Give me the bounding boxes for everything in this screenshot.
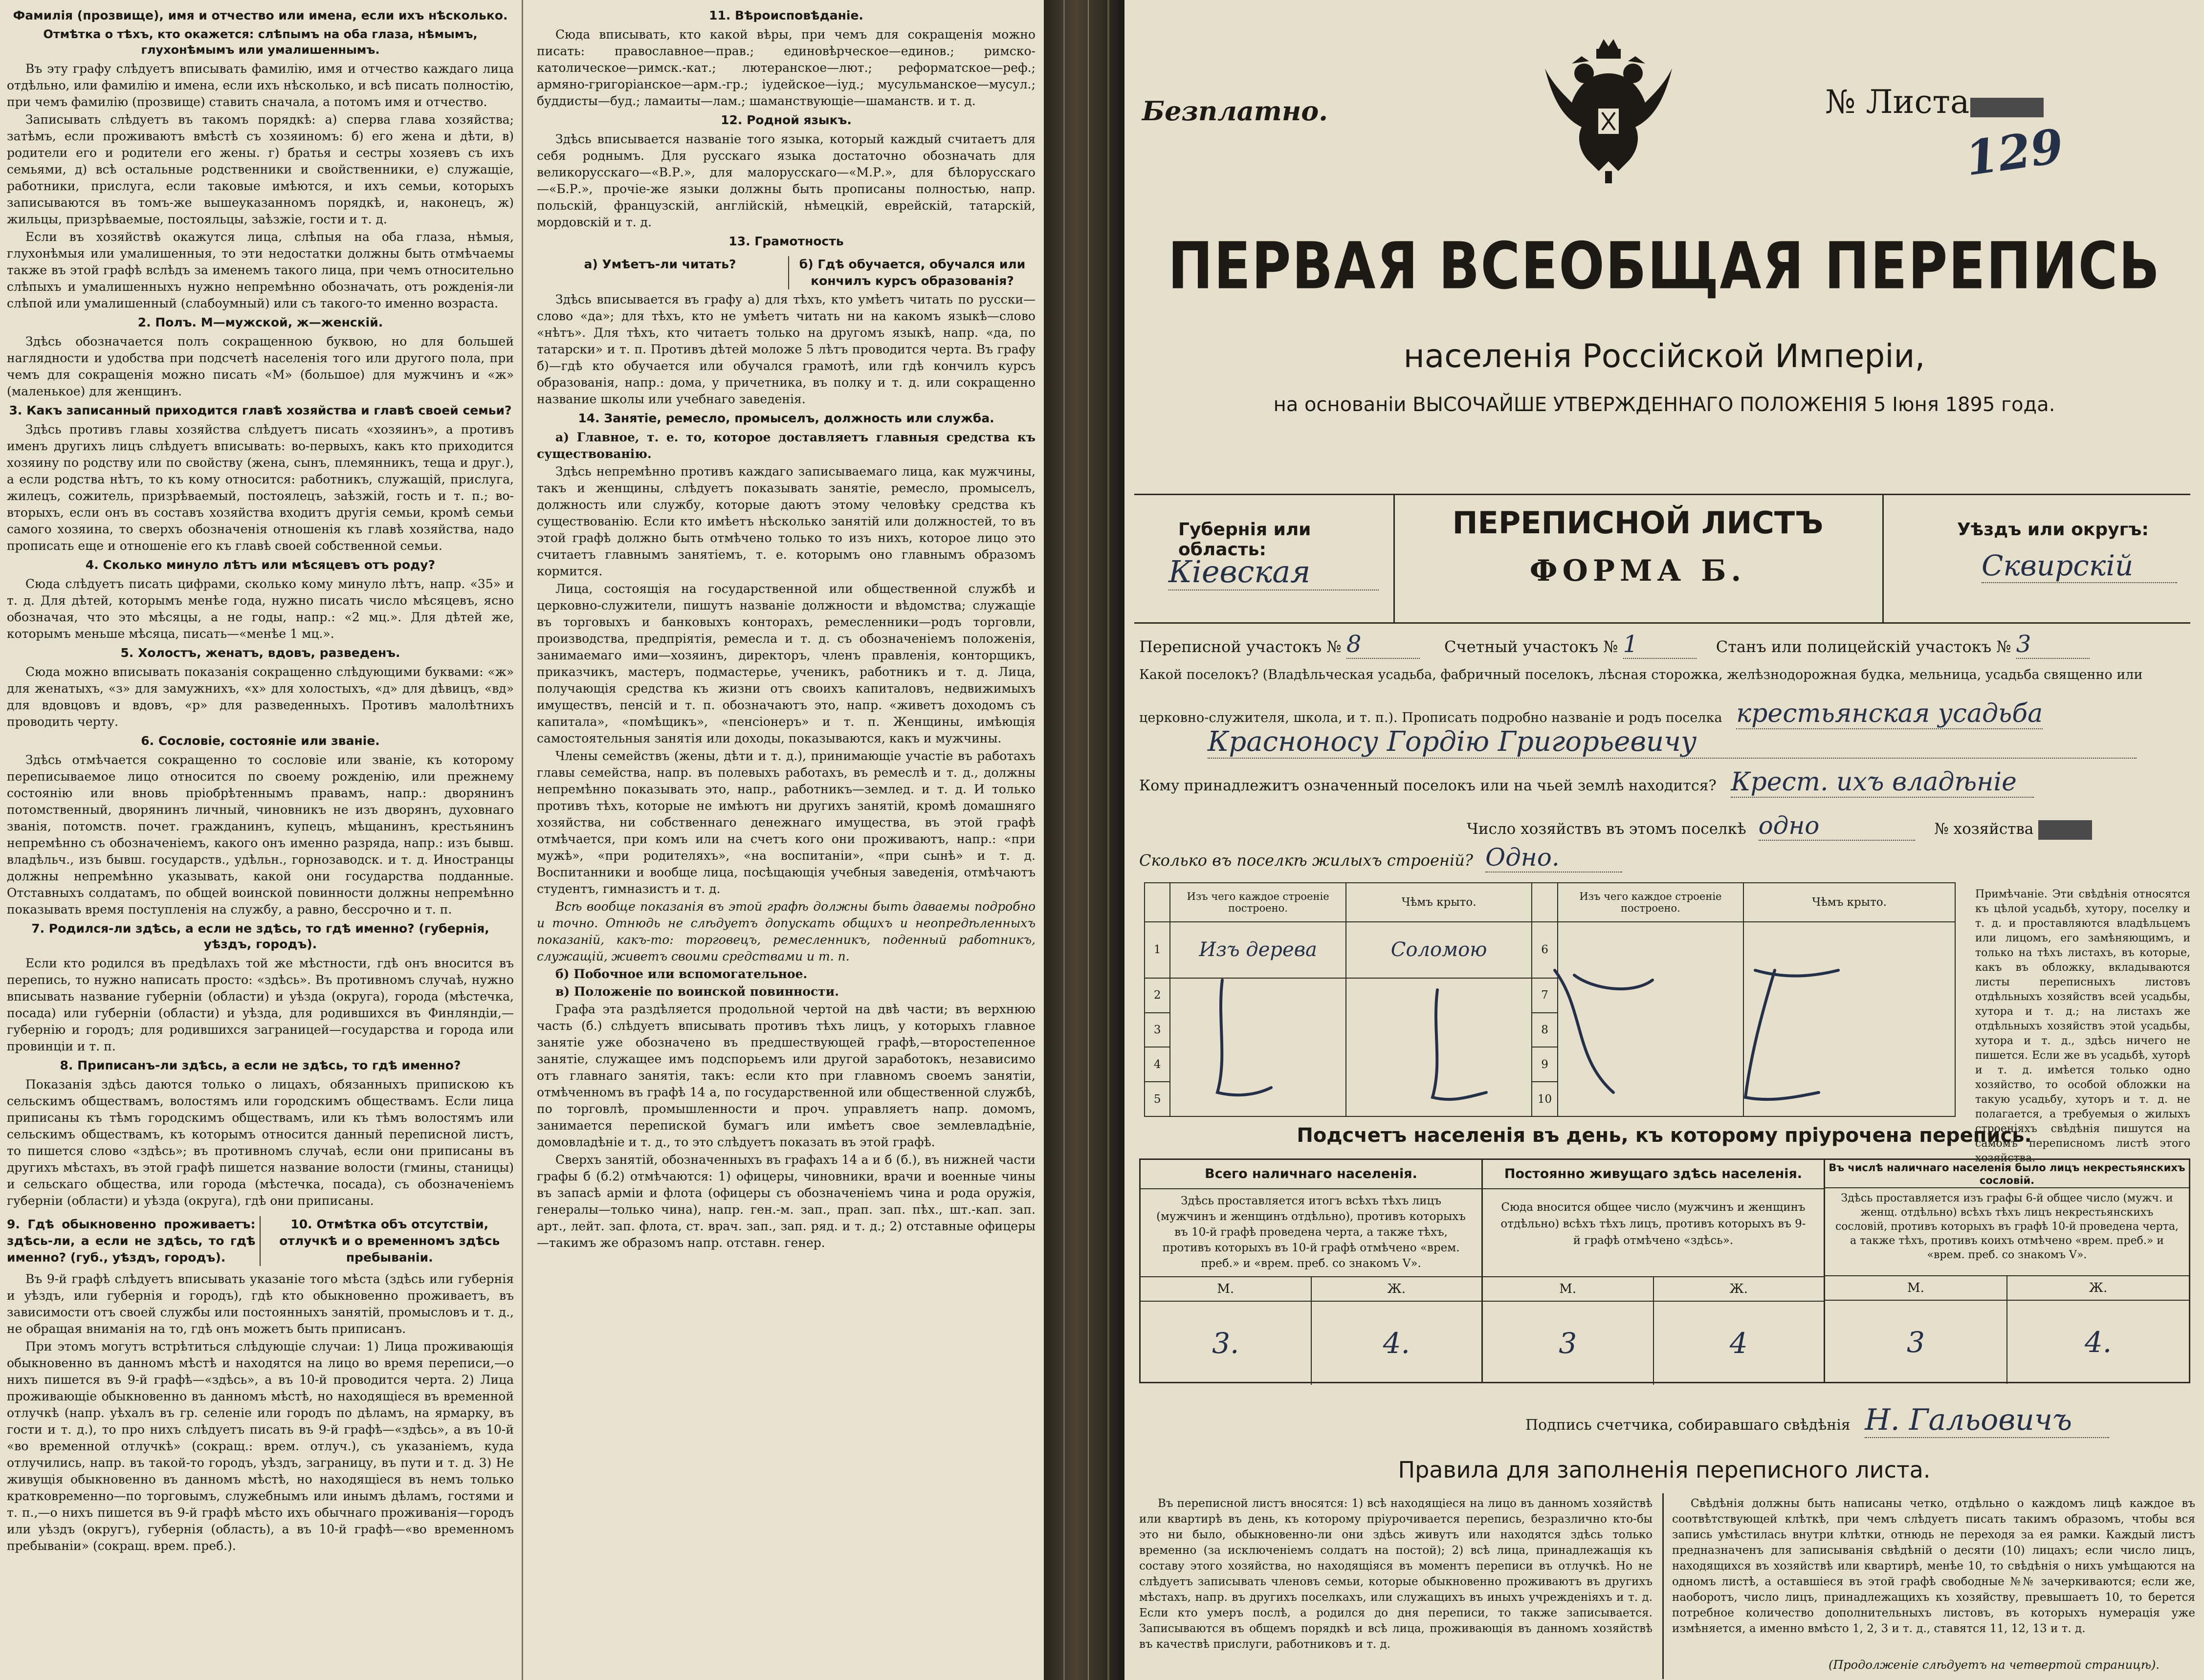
resident-header: Постоянно живущаго здѣсь населенія. <box>1483 1160 1824 1189</box>
section-heading: б) Гдѣ обучается, обучался или кончилъ курсъ образованія? <box>788 256 1036 289</box>
cross-out-strokes <box>1144 960 1956 1117</box>
instruction-paragraph: Записывать слѣдуетъ въ такомъ порядкѣ: а) сперва глава хозяйства; затѣмъ, если проживаютъ вмѣстѣ съ хозяиномъ: б) его жена и дѣти, в) родители его и родители его жены. г) братья и сестры хозяевъ съ ихъ семьями, д) всѣ остальные родственники и свойственники, е) служащіе, работники, прислуга, если таковые имѣются, и ихъ семьи, которыхъ записываются въ томъ-же вышеуказанномъ порядкѣ, и, наконецъ, ж) жильцы, призрѣваемые, постояльцы, заѣзжіе, гости и т. д. <box>7 112 514 226</box>
material-header: Изъ чего каждое строеніе построено. <box>1170 883 1346 922</box>
stan-value: 3 <box>2016 631 2090 659</box>
nonpeasant-header: Въ числѣ наличнаго населенія было лицъ некрестьянскихъ сословій. <box>1825 1160 2189 1188</box>
household-number-label: № хозяйства <box>1934 820 2034 838</box>
census-form-page <box>1124 0 2204 1680</box>
section-heading: 12. Родной языкъ. <box>721 113 852 127</box>
population-col-nonpeasant <box>1825 1160 2189 1382</box>
section-heading: а) Умѣетъ-ли читать? <box>584 257 736 271</box>
households-row <box>1467 811 2200 841</box>
instruction-paragraph: Въ 9-й графѣ слѣдуетъ вписывать указаніе того мѣста (здѣсь или губернія и уѣздъ, или губернія и городъ), гдѣ кто обыкновенно проживаетъ, въ зависимости отъ своей службы или постоянныхъ занятій, промысловъ и т. д., не обращая вниманія на то, гдѣ онъ можетъ быть приписанъ. <box>7 1272 514 1336</box>
signature-row <box>1525 1403 2109 1438</box>
section-subheading: б) Побочное или вспомогательное. <box>555 967 808 981</box>
gubernia-value: Кіевская <box>1168 554 1379 590</box>
instruction-paragraph: Сверхъ занятій, обозначенныхъ въ графахъ 14 а и б (б.), въ нижней части графы б (б.2) отмѣчаются: 1) офицеры, чиновники, врачи и военные чины въ запасѣ армiи и флота (офицеры съ обозначеніемъ чина и рода оружія, генералы—только чина), напр. ген.-м. зап., прап. зап. пѣх., шт.-кап. зап. арт., лейт. зап. флота, ст. врач. зап., зап. ряд. и т. д.; 2) отставные офицеры—такимъ же образомъ напр. отставн. генер. <box>537 1153 1036 1250</box>
section-subheading: а) Главное, т. е. то, которое доставляетъ главныя средства къ существованію. <box>537 430 1036 461</box>
total-desc: Здѣсь проставляется итогъ всѣхъ тѣхъ лицъ (мужчинъ и женщинъ отдѣльно), противъ которыхъ въ 10-й графѣ проведена черта, а также тѣхъ, противъ которыхъ въ 10-й графѣ отмѣчено «врем. преб.» и «врем. преб. со знакомъ V». <box>1141 1189 1481 1277</box>
section-heading: 8. Приписанъ-ли здѣсь, а если не здѣсь, то гдѣ именно? <box>60 1058 461 1072</box>
instruction-paragraph: Если кто родился въ предѣлахъ той же мѣстности, гдѣ онъ вносится въ перепись, то нужно написать просто: «здѣсь». Въ противномъ случаѣ, нужно вписывать название губерніи (области) и уѣзда (округа), города (мѣстечка, посада) или губерніи (области) и уѣзда, для родившихся въ Финляндіи,—губернію и городъ; для родившихся заграницей—государства и города или провинціи и т. п. <box>7 956 514 1053</box>
dash-stroke <box>1217 980 1271 1095</box>
page-edge-line <box>1088 0 1089 1680</box>
free-label: Безплатно. <box>1142 95 1328 127</box>
section-heading: 9. Гдѣ обыкновенно проживаетъ: здѣсь-ли, а если не здѣсь, то гдѣ именно? (губ., уѣздъ, городъ). <box>7 1216 261 1266</box>
table-row: 3 8 <box>1145 1013 1955 1047</box>
buildings-value: Одно. <box>1485 843 1622 873</box>
poselok-label-2: церковно-служителя, школа, и т. п.). Прописать подробно названіе и родъ поселка <box>1139 710 1722 725</box>
section-heading: 3. Какъ записанный приходится главѣ хозяйства и главѣ своей семьи? <box>9 403 512 417</box>
buildings-label: Сколько въ поселкѣ жилыхъ строеній? <box>1139 851 1473 870</box>
rules-left-column: Въ переписной листъ вносятся: 1) всѣ находящіеся на лицо въ данномъ хозяйствѣ или квартирѣ въ день, къ которому пріурочивается перепись, безразлично кто-бы это ни было, обыкновенно-ли они здѣсь живутъ или находятся здѣсь только временно (за исключеніемъ солдатъ на постой); 2) всѣ лица, принадлежащія къ составу этого хозяйства, но находящіяся въ моментъ переписи въ отлучкѣ. Но не слѣдуетъ записывать членовъ семьи, которые обыкновенно проживаютъ въ другихъ мѣстахъ, напр. въ другихъ поселкахъ, или служащихъ въ иныхъ учрежденіяхъ и т. д. Если кто умеръ послѣ, а родился до дня переписи, то также записывается. Записываются въ общемъ порядкѣ и всѣ лица, проживающія въ данномъ хозяйствѣ въ качествѣ прислуги, работниковъ и т. д. <box>1139 1497 1653 1651</box>
instruction-paragraph: Въ эту графу слѣдуетъ вписывать фамилію, имя и отчество каждаго лица отдѣльно, или фамилію и имена, если ихъ нѣсколько, и всѣ писать полностію, при чемъ фамилію (прозвище) ставить сначала, а потомъ имя и отчество. <box>7 62 514 109</box>
table-header-row <box>1145 883 1955 922</box>
poselok-value: крестьянская усадьба <box>1736 699 2043 728</box>
section-heading: 2. Полъ. М—мужской, ж—женскій. <box>137 315 383 329</box>
nonpeasant-desc: Здѣсь проставляется изъ графы 6-й общее число (мужч. и женщ. отдѣльно) всѣхъ тѣхъ лицъ некрестьянскихъ сословій, противъ которыхъ въ графѣ 10-й проведена черта, а также тѣхъ, противъ коихъ отмѣчено «врем. преб.» и «врем. преб. со знакомъ V». <box>1825 1188 2189 1276</box>
table-row: 5 10 <box>1145 1082 1955 1116</box>
instructions-column-2 <box>529 0 1042 1680</box>
section-subheading: в) Положеніе по воинской повинности. <box>555 984 839 999</box>
schet-label: Счетный участокъ № <box>1444 637 1618 656</box>
instruction-paragraph: Здѣсь отмѣчается сокращенно то сословіе или званіе, къ которому переписываемое лицо относится по своему рожденію, или прежнему состоянію или вновь пріобрѣтеннымъ правамъ, напр.: дворянинъ потомственный, дворянинъ личный, чиновникъ не изъ дворянъ, духовнаго званія, потомств. почет. гражданинъ, купецъ, мѣщанинъ, крестьянинъ непремѣнно съ обозначеніемъ, какого онъ именно разряда, напр.: изъ бывш. владѣльч., изъ бывш. государств., удѣльн., горнозаводск. и т. д. Иностранцы должны непремѣнно указывать, какой они государства подданные. Отставныхъ солдатамъ, по общей воинской повинности должны непремѣнно показывать время поступленія на службу, а равно, бессрочно и т. п. <box>7 753 514 916</box>
sheet-number-handwritten: 129 <box>1962 118 2067 187</box>
section-heading: 13. Грамотность <box>728 234 844 248</box>
sheet-number-label: № Листа <box>1825 83 1970 121</box>
buildings-row <box>1139 843 1775 873</box>
stan-label: Станъ или полицейскій участокъ № <box>1716 637 2011 656</box>
instruction-paragraph: Здѣсь противъ главы хозяйства слѣдуетъ писать «хозяинъ», а противъ именъ другихъ лицъ слѣдуетъ вписывать: во-первыхъ, какъ кто приходится хозяину по родству или по свойству (жена, сынъ, племянникъ, теща и друг.), а если родства нѣтъ, то къ кому относится: работникъ, служащій, прислуга, жилецъ, сожитель, призрѣваемый, постоялецъ, заѣзжій, гость и т. п.; во-вторыхъ, если онъ въ составъ хозяйства входитъ другія семьи, кромѣ семьи самого хозяина, то сверхъ обозначенія отношенія къ главѣ хозяйства, надо прописать еще и отношеніе его къ главѣ своей собственной семьи. <box>7 422 514 553</box>
participant-line <box>1139 631 2190 659</box>
section-heading: 5. Холостъ, женатъ, вдовъ, разведенъ. <box>120 646 400 660</box>
section-heading: 4. Сколько минуло лѣтъ или мѣсяцевъ отъ роду? <box>85 558 436 572</box>
total-male-value: 3. <box>1141 1302 1312 1385</box>
census-subtitle: населенія Россійской Имперіи, <box>1403 337 1925 375</box>
material-header: Изъ чего каждое строеніе построено. <box>1558 883 1744 922</box>
instruction-paragraph: Сюда вписывать, кто какой вѣры, при чемъ для сокращенія можно писать: православное—прав.; единовѣрческое—единов.; римско-католическое—римск.-кат.; лютеранское—лют.; реформатское—реф.; армяно-григоріанское—арм.-гр.; іудейское—іуд.; мусульманское—мусул.; буддисты—буд.; ламаиты—лам.; шаманствующіе—шаманств. и т. д. <box>537 27 1036 108</box>
poselok-owner-value: Красноносу Гордію Григорьевичу <box>1208 726 2137 759</box>
page-edge-line <box>1063 0 1065 1680</box>
left-instructions-page <box>0 0 1044 1680</box>
column-1-subheader: Отмѣтка о тѣхъ, кто окажется: слѣпымъ на оба глаза, нѣмымъ, глухонѣмымъ или умалишеннымъ. <box>43 27 478 57</box>
section-9-10-heading-row <box>7 1212 514 1268</box>
nonpeasant-female-value: 4. <box>2084 1326 2112 1359</box>
gubernia-label: Губернія или область: <box>1178 520 1311 560</box>
table-row: 1 Изъ дерева Соломою 6 <box>1145 922 1955 978</box>
poselok-row <box>1139 699 2190 729</box>
poselok-label: Какой поселокъ? (Владѣльческая усадьба, фабричный поселокъ, лѣсная сторожка, желѣзнодорожная будка, мельница, усадьба священно или <box>1139 667 2143 682</box>
population-col-total <box>1141 1160 1483 1382</box>
instruction-paragraph: Здѣсь вписывается названіе того языка, который каждый считаетъ для себя роднымъ. Для русскаго языка достаточно обозначать для великорусскаго—«В.Р.», для малорусскаго—«М.Р.», для бѣлорусскаго—«Б.Р.», прочіе-же языки должны быть прописаны полностью, напр. польскій, французскій, англійскій, нѣмецкій, еврейскій, татарскій, мордовскій и т. д. <box>537 132 1036 229</box>
section-heading: 7. Родился-ли здѣсь, а если не здѣсь, то гдѣ именно? (губернія, уѣздъ, городъ). <box>31 921 489 951</box>
instructions-column-1 <box>0 0 523 1680</box>
row1-material: Изъ дерева <box>1170 922 1346 978</box>
instruction-paragraph: Здѣсь обозначается полъ сокращенною буквою, но для большей наглядности и удобства при подсчетѣ населенія того или другого пола, при чемъ для сокращенія можно писать «М» (большое) для мужчинъ и «ж» (маленькое) для женщинъ. <box>7 334 514 398</box>
section-heading: 10. Отмѣтка объ отсутствіи, отлучкѣ и о временномъ здѣсь пребываніи. <box>279 1217 500 1265</box>
nonpeasant-male-value: 3 <box>1825 1301 2007 1384</box>
resident-desc: Сюда вносится общее число (мужчинъ и женщинъ отдѣльно) всѣхъ тѣхъ лицъ, противъ которыхъ въ 9-й графѣ отмѣчено «здѣсь». <box>1483 1189 1824 1277</box>
households-label: Число хозяйствъ въ этомъ поселкѣ <box>1467 820 1746 838</box>
total-header: Всего наличнаго населенія. <box>1141 1160 1481 1189</box>
population-table <box>1139 1158 2190 1383</box>
female-header: Ж. <box>1387 1282 1406 1296</box>
population-count-title: Подсчетъ населенія въ день, къ которому пріурочена перепись. <box>1297 1124 2032 1147</box>
form-header-box <box>1134 494 2190 624</box>
male-header: М. <box>1483 1277 1654 1301</box>
owner-row <box>1139 767 2190 798</box>
form-title-cell <box>1393 495 1882 622</box>
gubernia-cell <box>1134 495 1395 622</box>
instruction-paragraph: Члены семействъ (жены, дѣти и т. д.), принимающіе участіе въ работахъ главы семейства, напр. въ полевыхъ работахъ, въ ремеслѣ и т. д., должны непремѣнно показывать это, напр., работникъ—землед. и т. д. И только противъ тѣхъ, которые не имѣютъ ни другихъ занятій, кромѣ домашняго хозяйства, ни собственнаго денежнаго имущества, въ этой графѣ отмѣчается, при комъ или на счетъ кого они проживаютъ, напр.: «при мужѣ», «при родителяхъ», «на воспитаніи», «при сынѣ» и т. д. Воспитанники и вообще лица, посѣщающія учебныя заведенія, отмѣчаютъ студентъ, гимназистъ и т. д. <box>537 749 1036 896</box>
section-heading: 11. Вѣроисповѣданіе. <box>709 8 863 22</box>
redacted-block <box>1970 98 2044 117</box>
instruction-paragraph: Сюда слѣдуетъ писать цифрами, сколько кому минуло лѣтъ, напр. «35» и т. д. Для дѣтей, которымъ менѣе года, нужно писать число мѣсяцевъ, ясно обозначая, что это мѣсяцы, а не годы, напр.: «2 мц.». Для дѣтей же, которымъ меньше мѣсяца, писать—«менѣе 1 мц.». <box>7 577 514 641</box>
page-edge-line <box>1107 0 1109 1680</box>
instruction-paragraph: Всѣ вообще показанія въ этой графѣ должны быть даваемы подробно и точно. Отнюдь не слѣдуетъ допускать общихъ и неопредѣленныхъ показаній, какъ-то: торговецъ, ремесленникъ, поденный работникъ, служащій, живетъ своими средствами и т. п. <box>537 899 1036 963</box>
male-header: М. <box>1825 1276 2007 1300</box>
row1-roof: Соломою <box>1346 922 1532 978</box>
schet-value: 1 <box>1623 631 1697 659</box>
owner-label: Кому принадлежитъ означенный поселокъ или на чьей землѣ находится? <box>1139 777 1717 794</box>
female-header: Ж. <box>1729 1282 1748 1296</box>
form-subtitle: ФОРМА Б. <box>1529 554 1746 588</box>
rules-divider <box>1662 1493 1664 1679</box>
dash-stroke <box>1555 970 1653 1092</box>
imperial-eagle-emblem <box>1543 39 1675 186</box>
instruction-paragraph: Графа эта раздѣляется продольной чертой на двѣ части; въ верхнюю часть (б.) слѣдуетъ вписывать противъ тѣхъ лицъ, у которыхъ главное занятіе уже обозначено въ предшествующей графѣ,—второстепенное занятіе, служащее имъ подспорьемъ или другой заработокъ, независимо отъ главнаго занятія, такъ: если кто при главномъ своемъ занятіи, отмѣченномъ въ графѣ 14 а, по государственной или общественной службѣ, по торговлѣ, промышленности и проч. управляетъ напр. домомъ, занимается перепиской бумагъ или имѣетъ свое землевладѣніе, домовладѣніе и т. д., то это слѣдуетъ показать въ этой графѣ. <box>537 1002 1036 1149</box>
dash-stroke <box>1433 990 1486 1099</box>
instruction-paragraph: Здѣсь непремѣнно противъ каждаго записываемаго лица, как мужчины, такъ и женщины, слѣдуетъ показывать занятіе, ремесло, промыселъ, должность или службу, которые даютъ этому человѣку средства къ существованію. Если кто имѣетъ нѣсколько занятій или должностей, то въ этой графѣ должно быть отмѣчено только то изъ нихъ, которое лицо это считаетъ главнымъ занятіемъ, т. е. которымъ оно главнымъ образомъ кормится. <box>537 464 1036 578</box>
uchastok-value: 8 <box>1346 631 1420 659</box>
table-row: 4 9 <box>1145 1047 1955 1082</box>
rules-title: Правила для заполненія переписного листа. <box>1398 1457 1931 1483</box>
resident-male-value: 3 <box>1483 1302 1654 1385</box>
instruction-paragraph: Если въ хозяйствѣ окажутся лица, слѣпыя на оба глаза, нѣмыя, глухонѣмыя или умалишенныя, то эти недостатки должны быть отмѣчаемы также въ этой графѣ вслѣдъ за именемъ такого лица, при чемъ относительно слѣпыхъ и умалишенныхъ нужно непремѣнно обозначать, отъ рожденія-ли слѣпой или умалишенный (слабоумный) или съ такого-то именно возраста. <box>7 230 514 310</box>
census-basis: на основаніи ВЫСОЧАЙШЕ УТВЕРЖДЕННАГО ПОЛОЖЕНІЯ 5 Іюня 1895 года. <box>1273 393 2055 416</box>
instruction-paragraph: Сюда можно вписывать показанія сокращенно слѣдующими буквами: «ж» для женатыхъ, «з» для замужнихъ, «х» для холостыхъ, «д» для дѣвицъ, «вд» для вдовцовъ и вдовъ, «р» для разведенныхъ. Противъ малолѣтнихъ проводить черту. <box>7 665 514 729</box>
total-female-value: 4. <box>1383 1327 1410 1360</box>
roof-header: Чѣмъ крыто. <box>1743 883 1955 922</box>
instruction-paragraph: Лица, состоящія на государственной или общественной службѣ и церковно-служители, пишутъ названіе должности и вѣдомства; служащіе въ торговыхъ и банковыхъ конторахъ, ремесленники—родъ торговли, производства, предпріятія, ремесла и т. д. съ обозначеніемъ положенія, занимаемаго ими—хозяинъ, директоръ, членъ правленія, конторщикъ, приказчикъ, мастеръ, подмастерье, ученикъ, работникъ и т. д. Лица, получающія средства къ жизни отъ своихъ капиталовъ, недвижимыхъ имуществъ, пенсій и т. п. обозначаютъ это, напр. «живетъ доходомъ съ капитала», «помѣщикъ», «пенсіонеръ» и т. п. Женщины, имѣющія самостоятельныя занятія или доходы, показываются, какъ и мужчины. <box>537 582 1036 745</box>
column-1-header: Фамилія (прозвище), имя и отчество или имена, если ихъ нѣсколько. <box>13 8 508 22</box>
uezd-value: Сквирскій <box>1982 549 2177 583</box>
dash-stroke <box>1745 970 1838 1099</box>
literacy-subheadings <box>537 252 1036 291</box>
rules-continuation-note: (Продолженіе слѣдуетъ на четвертой страницѣ). <box>1829 1658 2160 1672</box>
book-spine <box>1044 0 1124 1680</box>
uchastok-label: Переписной участокъ № <box>1139 637 1342 656</box>
form-title: ПЕРЕПИСНОЙ ЛИСТЪ <box>1452 505 1824 541</box>
uezd-cell <box>1882 495 2192 622</box>
section-heading: 6. Сословіе, состояніе или званіе. <box>141 734 380 748</box>
households-value: одно <box>1759 811 1915 841</box>
instruction-paragraph: При этомъ могутъ встрѣтиться слѣдующіе случаи: 1) Лица проживающія обыкновенно въ данномъ мѣстѣ и находятся на лицо во время переписи,—о нихъ пишется въ 9-й графѣ—«здѣсь», а въ 10-й проводится черта. 2) Лица проживающіе обыкновенно въ данномъ мѣстѣ, но находящіеся въ временной отлучкѣ (напр. уѣхалъ въ гр. селеніе или городъ по дѣламъ, на ярмарку, въ гости и т. д.), то про нихъ слѣдуетъ писать въ 9-й графѣ—«здѣсь», а въ 10-й «во временной отлучкѣ» (сокращ.: врем. отлуч.), съ указаніемъ, куда отлучились, напр. въ такой-то городъ, уѣздъ, заграницу, въ пути и т. д. 3) Не живущія обыкновенно въ данномъ мѣстѣ, но находящіеся въ немъ только кратковременно—по торговымъ, служебнымъ или инымъ дѣламъ, гостями и т. п.,—о нихъ пишется въ 9-й графѣ мѣсто ихъ обычнаго проживанія—городъ или уѣздъ (округъ), губернія (область), а въ 10-й графѣ—«во временномъ пребываніи» (сокращ. врем. преб.). <box>7 1339 514 1553</box>
female-header: Ж. <box>2089 1281 2108 1295</box>
population-col-resident <box>1483 1160 1825 1382</box>
rules-right-column: Свѣдѣнія должны быть написаны четко, отдѣльно о каждомъ лицѣ каждое въ соотвѣтствующей клѣткѣ, при чемъ слѣдуетъ писать такимъ образомъ, чтобы вся запись умѣстилась внутри клѣтки, отнюдь не переходя за ея рамки. Каждый листъ предназначенъ для записыванія свѣдѣній о десяти (10) лицахъ; если число лицъ, находящихся въ хозяйствѣ или квартирѣ, менѣе 10, то свѣдѣнія о нихъ умѣщаются на одномъ листѣ, а оставшіеся въ этой графѣ свободные №№ зачеркиваются; если же, наоборотъ, число лицъ, принадлежащихъ къ хозяйству, превышаетъ 10, то берется потребное количество дополнительныхъ листовъ, въ которыхъ нумерація уже измѣняется, а именно вмѣсто 1, 2, 3 и т. д., ставятся 11, 12, 13 и т. д. <box>1672 1497 2195 1635</box>
instruction-paragraph: Показанія здѣсь даются только о лицахъ, обязанныхъ припискою къ сельскимъ обществамъ, волостямъ или городскимъ обществамъ. Если лица приписаны къ тѣмъ городскимъ обществамъ, или къ тѣмъ волостямъ или сельскимъ обществамъ, къ которымъ относится данный переписной листъ, то пишется слово «здѣсь»; въ противномъ случаѣ, если они приписаны въ другихъ мѣстахъ, въ этой графѣ пишется название волости (гмины, станицы) и сельскаго общества, или города (мѣстечка, посада), съ обозначеніемъ губерніи (области) и уѣзда (округа), гдѣ они приписаны. <box>7 1077 514 1208</box>
uezd-label: Уѣздъ или округъ: <box>1957 520 2149 540</box>
roof-header: Чѣмъ крыто. <box>1346 883 1532 922</box>
section-heading: 14. Занятіе, ремесло, промыселъ, должность или служба. <box>578 411 994 425</box>
signature-value: Н. Гальовичъ <box>1865 1403 2109 1438</box>
census-title: ПЕРВАЯ ВСЕОБЩАЯ ПЕРЕПИСЬ <box>1168 228 2161 304</box>
owner-value: Крест. ихъ владѣніе <box>1731 767 2034 798</box>
resident-female-value: 4 <box>1729 1327 1748 1360</box>
signature-label: Подпись счетчика, собиравшаго свѣдѣнія <box>1525 1417 1851 1434</box>
instruction-paragraph: Здѣсь вписывается въ графу а) для тѣхъ, кто умѣетъ читать по русски—слово «да»; для тѣхъ, кто не умѣетъ читать ни на какомъ языкѣ—слово «нѣтъ». Для тѣхъ, кто читаетъ только на другомъ языкѣ, напр. «да, по татарски» и т. п. Противъ дѣтей моложе 5 лѣтъ проводится черта. Въ графу б)—гдѣ кто обучается или обучался грамотѣ, или гдѣ кончилъ курсъ образованія, напр.: дома, у причетника, въ полку и т. д. или сокращенно название школы или учебнаго заведенія. <box>537 292 1036 406</box>
redacted-block <box>2038 820 2092 840</box>
table-row: 2 7 <box>1145 978 1955 1013</box>
male-header: М. <box>1141 1277 1312 1301</box>
buildings-note: Примѣчаніе. Эти свѣдѣнія относятся къ цѣлой усадьбѣ, хутору, поселку и т. д. и проставляются владѣльцемъ или лицомъ, его замѣняющимъ, и только на тѣхъ листахъ, въ которые, какъ въ обложку, вкладываются листы переписныхъ листовъ отдѣльныхъ хозяйствъ всей усадьбы, хутора и т. д.; на листахъ же отдѣльныхъ хозяйствъ этой усадьбы, хутора и т. д., здѣсь ничего не пишется. Если же въ усадьбѣ, хуторѣ и т. д. имѣется только одно хозяйство, то особой обложки на такую усадьбу, хуторъ и т. д. не полагается, а требуемыя о жилыхъ строеніяхъ свѣдѣнія пишутся на самомъ переписномъ листѣ этого хозяйства. <box>1975 888 2190 1164</box>
